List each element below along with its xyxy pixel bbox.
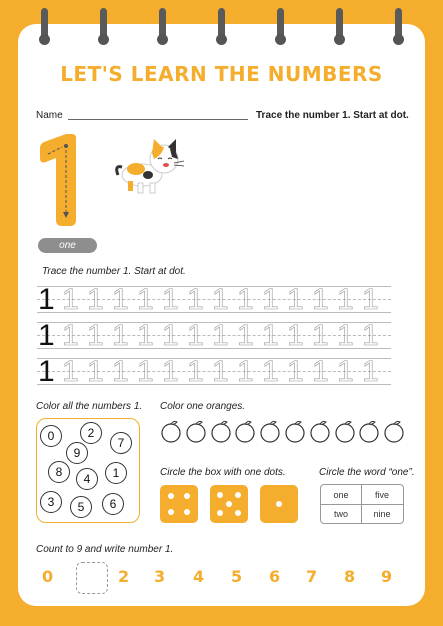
trace-digit-dotted[interactable]: 1 (187, 283, 204, 316)
binder-ring (215, 8, 228, 46)
trace-digit-dotted[interactable]: 1 (112, 355, 129, 388)
trace-digit-dotted[interactable]: 1 (212, 283, 229, 316)
section-color-oranges: Color one oranges. (160, 401, 246, 412)
page-title: LET'S LEARN THE NUMBERS (60, 62, 383, 86)
count-number: 4 (193, 567, 205, 586)
orange-icon[interactable] (210, 419, 232, 443)
number-bubble[interactable]: 5 (70, 496, 92, 518)
trace-digit-dotted[interactable]: 1 (287, 283, 304, 316)
name-label: Name (36, 110, 63, 121)
binder-ring (392, 8, 405, 46)
trace-digit-dotted[interactable]: 1 (312, 283, 329, 316)
dice-five-dots[interactable] (210, 485, 248, 523)
trace-instruction: Trace the number 1. Start at dot. (42, 266, 186, 277)
number-bubble[interactable]: 7 (110, 432, 132, 454)
header-instruction: Trace the number 1. Start at dot. (256, 110, 409, 121)
trace-digit-dotted[interactable]: 1 (137, 319, 154, 352)
binder-ring (156, 8, 169, 46)
section-circle-word: Circle the word “one”. (319, 467, 415, 478)
binder-ring (333, 8, 346, 46)
trace-digit-dotted[interactable]: 1 (287, 319, 304, 352)
trace-digit-dotted[interactable]: 1 (362, 355, 379, 388)
word-cell[interactable]: one (333, 490, 349, 500)
orange-icon[interactable] (185, 419, 207, 443)
trace-digit-dotted[interactable]: 1 (212, 355, 229, 388)
orange-icon[interactable] (259, 419, 281, 443)
number-bubble[interactable]: 6 (102, 493, 124, 515)
trace-digit-dotted[interactable]: 1 (187, 355, 204, 388)
name-line[interactable] (68, 119, 248, 120)
trace-digit-dotted[interactable]: 1 (312, 355, 329, 388)
trace-digit-dotted[interactable]: 1 (262, 283, 279, 316)
trace-digit-dotted[interactable]: 1 (362, 283, 379, 316)
trace-digit-dotted[interactable]: 1 (87, 319, 104, 352)
word-label-pill: one (38, 238, 97, 253)
trace-digit-dotted[interactable]: 1 (262, 355, 279, 388)
binder-ring (38, 8, 51, 46)
trace-digit-dotted[interactable]: 1 (162, 355, 179, 388)
orange-icon[interactable] (284, 419, 306, 443)
trace-digit-solid: 1 (38, 355, 55, 388)
trace-digit-dotted[interactable]: 1 (87, 283, 104, 316)
write-number-box[interactable] (76, 562, 108, 594)
number-bubble[interactable]: 8 (48, 461, 70, 483)
orange-icon[interactable] (234, 419, 256, 443)
trace-digit-dotted[interactable]: 1 (212, 319, 229, 352)
count-number: 6 (269, 567, 281, 586)
trace-digit-dotted[interactable]: 1 (112, 319, 129, 352)
section-count: Count to 9 and write number 1. (36, 544, 174, 555)
trace-digit-dotted[interactable]: 1 (62, 283, 79, 316)
count-number: 2 (118, 567, 130, 586)
dice-four-dots[interactable] (160, 485, 198, 523)
big-number-one (36, 132, 84, 228)
trace-digit-dotted[interactable]: 1 (237, 319, 254, 352)
word-cell[interactable]: two (333, 509, 348, 519)
binder-ring (274, 8, 287, 46)
number-bubble[interactable]: 3 (40, 491, 62, 513)
trace-digit-dotted[interactable]: 1 (337, 319, 354, 352)
number-bubble[interactable]: 1 (105, 462, 127, 484)
binder-ring (97, 8, 110, 46)
count-number: 9 (381, 567, 393, 586)
trace-digit-dotted[interactable]: 1 (137, 355, 154, 388)
orange-icon[interactable] (160, 419, 182, 443)
word-cell[interactable]: five (374, 490, 389, 500)
trace-digit-dotted[interactable]: 1 (62, 319, 79, 352)
trace-digit-dotted[interactable]: 1 (262, 319, 279, 352)
cat-illustration (112, 137, 190, 195)
trace-digit-dotted[interactable]: 1 (162, 319, 179, 352)
orange-icon[interactable] (358, 419, 380, 443)
dice-one-dot[interactable] (260, 485, 298, 523)
trace-digit-dotted[interactable]: 1 (337, 355, 354, 388)
trace-digit-dotted[interactable]: 1 (137, 283, 154, 316)
count-number: 5 (231, 567, 243, 586)
orange-icon[interactable] (309, 419, 331, 443)
trace-digit-dotted[interactable]: 1 (162, 283, 179, 316)
section-circle-box: Circle the box with one dots. (160, 467, 286, 478)
word-grid (320, 484, 404, 524)
trace-digit-dotted[interactable]: 1 (237, 283, 254, 316)
count-number: 7 (306, 567, 318, 586)
number-bubble[interactable]: 0 (40, 425, 62, 447)
count-number: 0 (42, 567, 54, 586)
trace-digit-dotted[interactable]: 1 (87, 355, 104, 388)
trace-digit-dotted[interactable]: 1 (237, 355, 254, 388)
number-bubble[interactable]: 9 (66, 442, 88, 464)
count-number: 8 (344, 567, 356, 586)
trace-digit-dotted[interactable]: 1 (187, 319, 204, 352)
word-cell[interactable]: nine (373, 509, 391, 519)
trace-digit-dotted[interactable]: 1 (112, 283, 129, 316)
number-bubble[interactable]: 4 (76, 468, 98, 490)
orange-icon[interactable] (383, 419, 405, 443)
trace-digit-solid: 1 (38, 319, 55, 352)
section-color-numbers: Color all the numbers 1. (36, 401, 143, 412)
trace-digit-dotted[interactable]: 1 (62, 355, 79, 388)
trace-digit-dotted[interactable]: 1 (287, 355, 304, 388)
trace-digit-dotted[interactable]: 1 (362, 319, 379, 352)
trace-digit-dotted[interactable]: 1 (337, 283, 354, 316)
count-number: 3 (154, 567, 166, 586)
trace-digit-solid: 1 (38, 283, 55, 316)
trace-digit-dotted[interactable]: 1 (312, 319, 329, 352)
number-bubble[interactable]: 2 (80, 422, 102, 444)
orange-icon[interactable] (334, 419, 356, 443)
